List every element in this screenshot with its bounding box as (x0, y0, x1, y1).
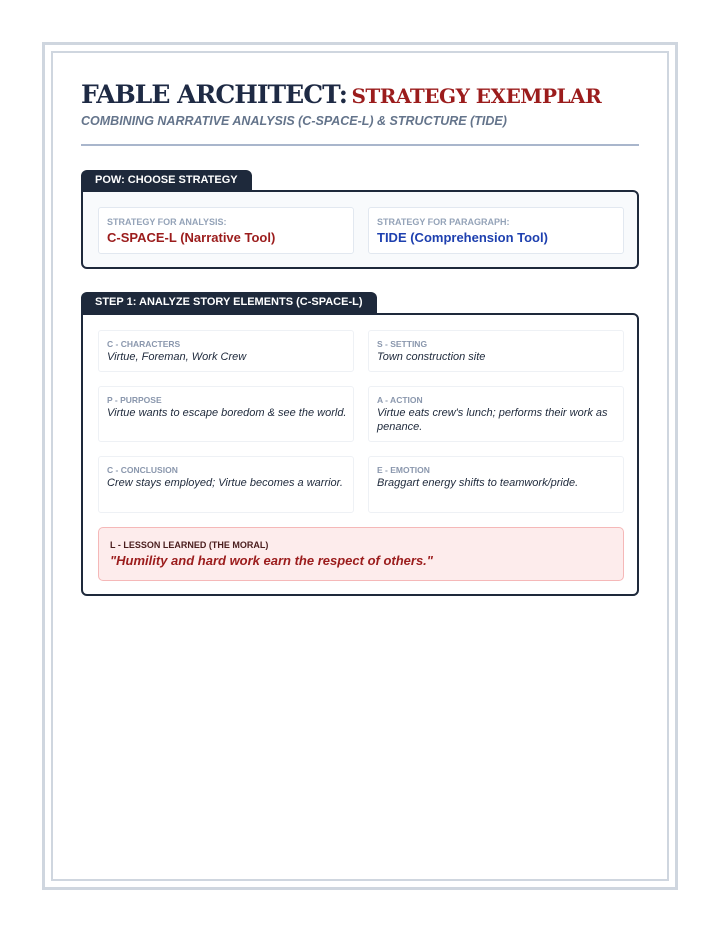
element-characters-label: C - CHARACTERS (107, 339, 181, 349)
element-characters-value: Virtue, Foreman, Work Crew (107, 351, 247, 363)
element-action-label: A - ACTION (377, 395, 423, 405)
step1-tab: STEP 1: ANALYZE STORY ELEMENTS (C-SPACE-L) (81, 292, 377, 314)
element-emotion-value: Braggart energy shifts to teamwork/pride. (377, 477, 579, 489)
element-action-card (368, 386, 624, 442)
pow-tab: POW: CHOOSE STRATEGY (81, 170, 252, 192)
title-divider (81, 144, 639, 146)
analysis-strategy-card (98, 207, 354, 254)
page-subtitle: COMBINING NARRATIVE ANALYSIS (C-SPACE-L) & STRUCTURE (TIDE) (81, 114, 507, 128)
paragraph-strategy-label: STRATEGY FOR PARAGRAPH: (377, 217, 510, 227)
element-characters-card (98, 330, 354, 372)
lesson-quote: "Humility and hard work earn the respect of others." (110, 553, 433, 568)
element-purpose-label: P - PURPOSE (107, 395, 162, 405)
analysis-strategy-label: STRATEGY FOR ANALYSIS: (107, 217, 227, 227)
title-accent: STRATEGY EXEMPLAR (351, 84, 602, 108)
paragraph-strategy-value: TIDE (Comprehension Tool) (377, 230, 548, 245)
element-purpose-value: Virtue wants to escape boredom & see the world. (107, 407, 347, 419)
page-title (81, 80, 641, 109)
element-conclusion-label: C - CONCLUSION (107, 465, 178, 475)
element-purpose-card (98, 386, 354, 442)
step1-panel (81, 313, 639, 596)
element-setting-label: S - SETTING (377, 339, 428, 349)
element-action-value: Virtue eats crew's lunch; performs their work as penance. (377, 407, 608, 433)
lesson-label: L - LESSON LEARNED (THE MORAL) (110, 540, 269, 550)
paragraph-strategy-card (368, 207, 624, 254)
element-conclusion-card (98, 456, 354, 513)
element-conclusion-value: Crew stays employed; Virtue becomes a warrior. (107, 477, 343, 489)
title-main: FABLE ARCHITECT: (81, 80, 348, 109)
element-emotion-card (368, 456, 624, 513)
pow-panel (81, 190, 639, 269)
element-setting-value: Town construction site (377, 351, 486, 363)
element-setting-card (368, 330, 624, 372)
element-emotion-label: E - EMOTION (377, 465, 430, 475)
lesson-box (98, 527, 624, 581)
analysis-strategy-value: C-SPACE-L (Narrative Tool) (107, 230, 276, 245)
